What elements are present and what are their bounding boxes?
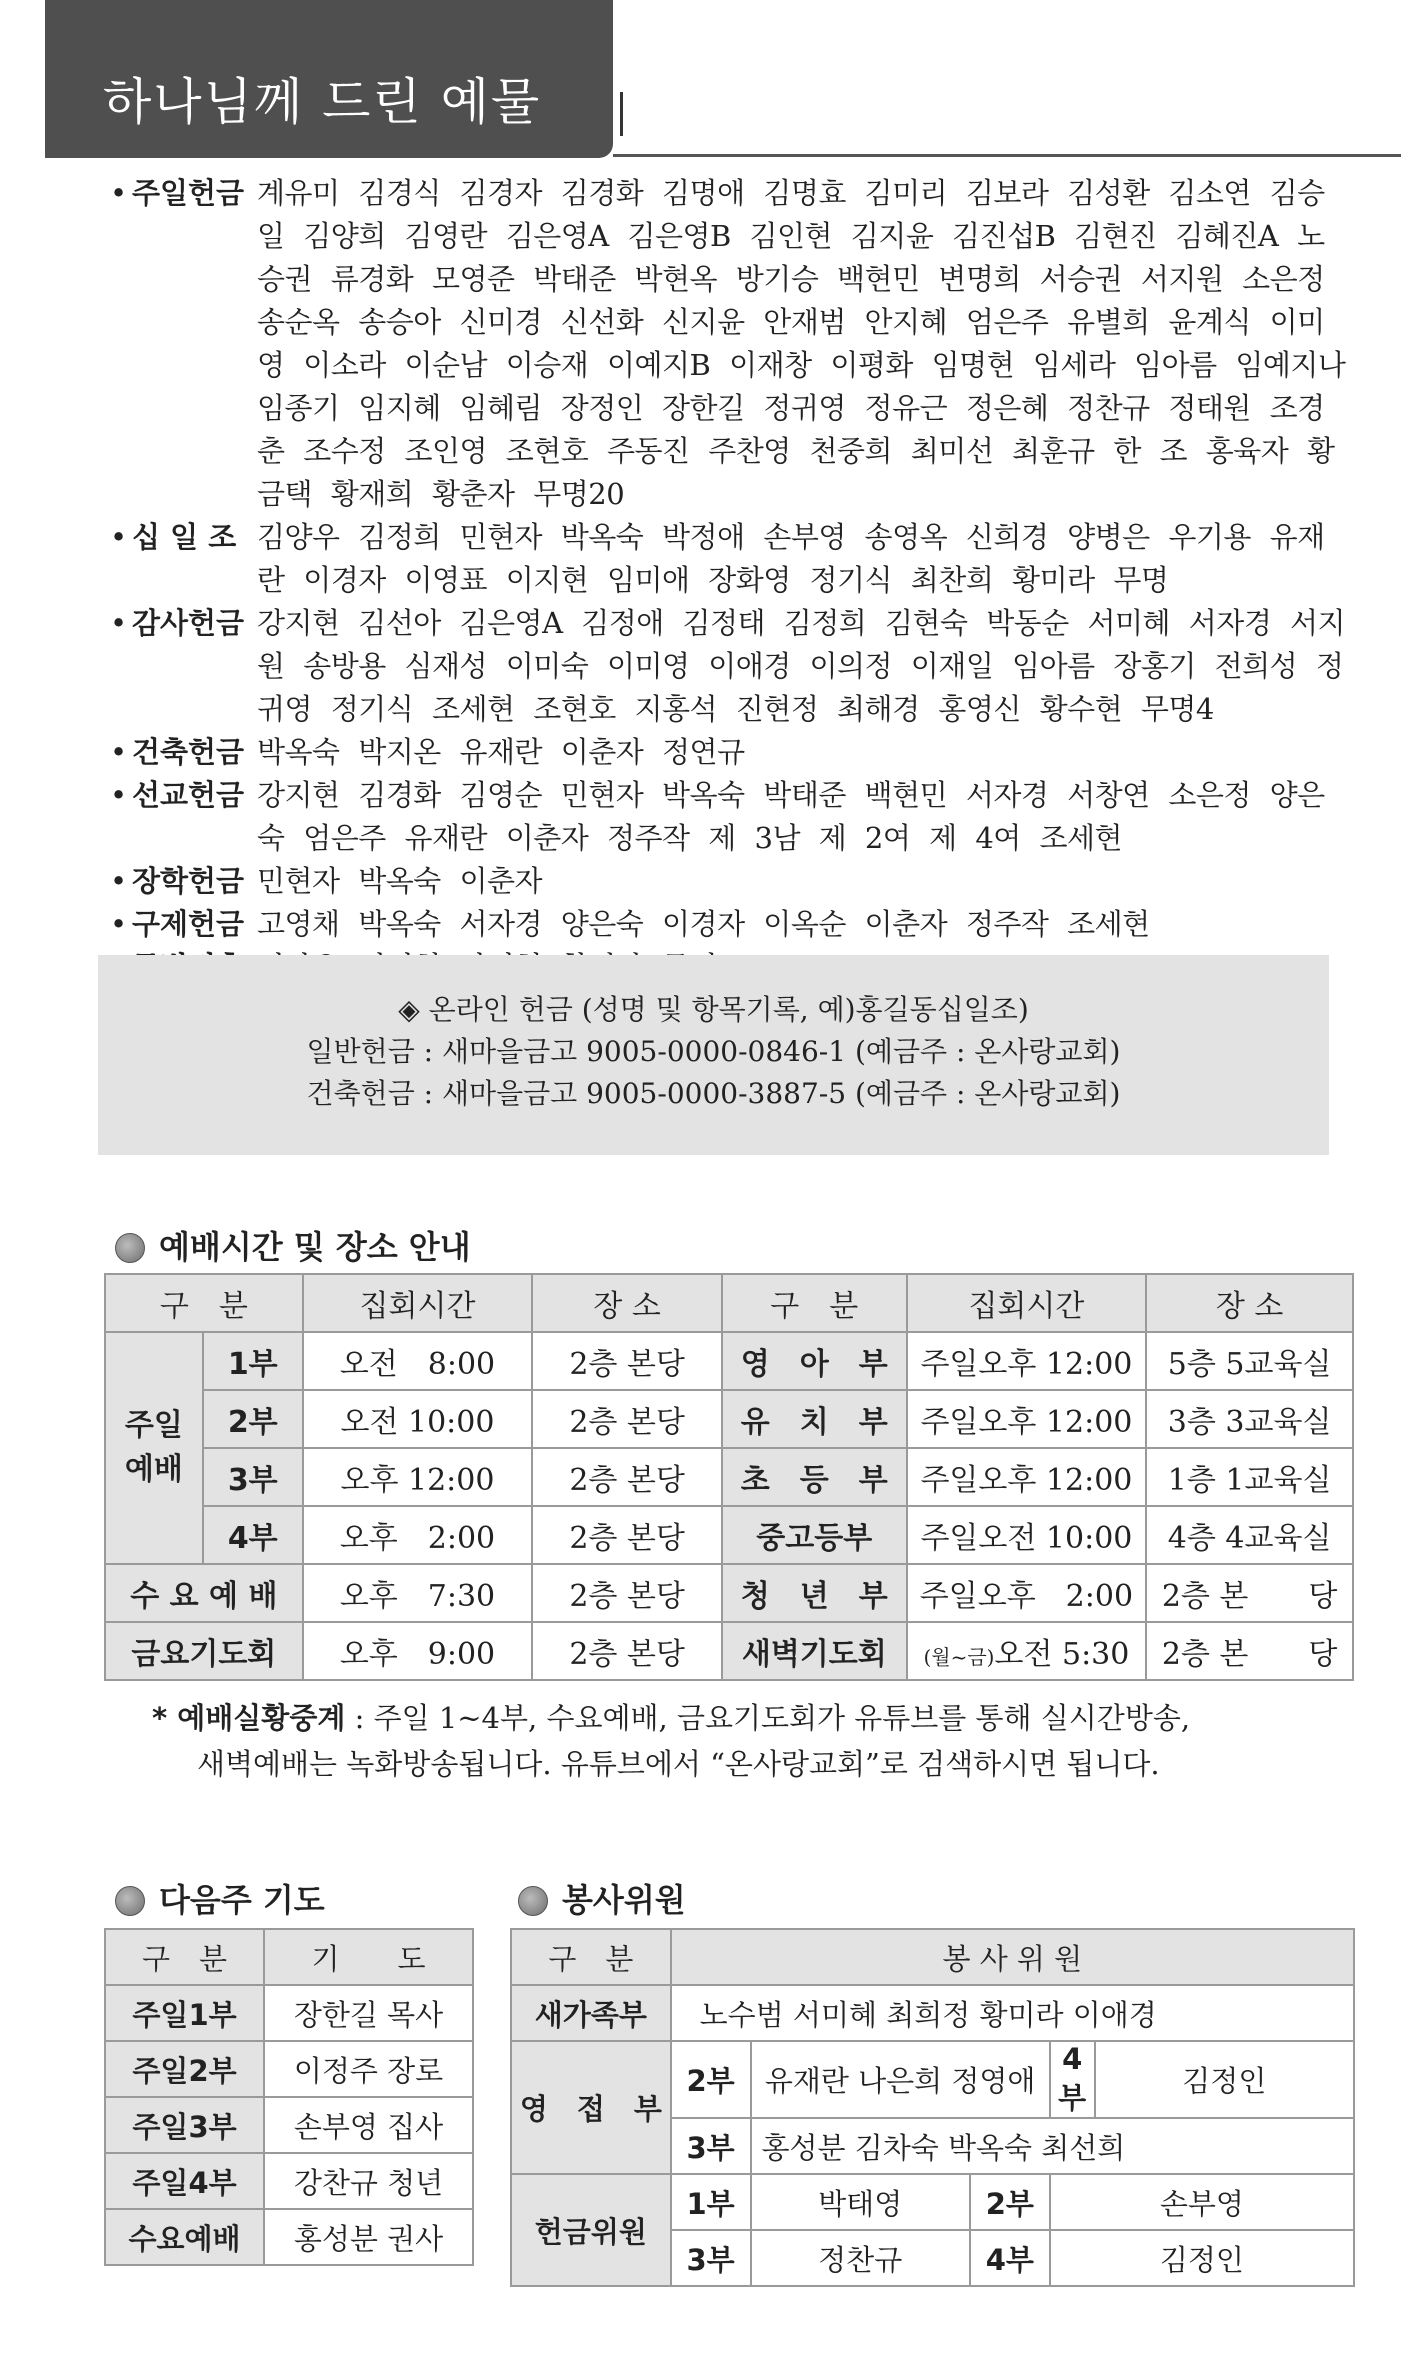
table-cell: 주일1부 [105, 1985, 264, 2041]
offering-list [110, 172, 1350, 989]
bullet-icon: • [110, 176, 128, 210]
table-cell: 장한길 목사 [264, 1985, 473, 2041]
table-cell: 주일2부 [105, 2041, 264, 2097]
table-cell: 오후 2:00 [303, 1506, 533, 1564]
table-cell: 4층 4교육실 [1146, 1506, 1353, 1564]
table-cell: 노수범 서미혜 최희정 황미라 이애경 [671, 1985, 1354, 2041]
table-cell: 김정인 [1050, 2230, 1354, 2286]
offering-row [110, 903, 1350, 946]
table-cell: 주일오후 12:00 [907, 1332, 1147, 1390]
table-cell: 기 도 [264, 1929, 473, 1985]
table-cell: 봉 사 위 원 [671, 1929, 1354, 1985]
table-header-row [105, 1274, 1353, 1332]
prayer-table [104, 1928, 474, 2266]
bullet-icon: • [110, 520, 128, 554]
online-offering-general: 일반헌금 : 새마을금고 9005-0000-0846-1 (예금주 : 온사랑교회) [306, 1035, 1121, 1068]
table-cell: 홍성분 김차숙 박옥숙 최선희 [751, 2118, 1355, 2174]
table-cell: 중고등부 [722, 1506, 907, 1564]
table-cell: 2층 본당 [532, 1622, 722, 1680]
table-cell: 손부영 [1050, 2174, 1354, 2230]
table-row [105, 1622, 1353, 1680]
prayer-section-title: 다음주 기도 [115, 1875, 325, 1921]
online-offering-title: ◈ 온라인 헌금 (성명 및 항목기록, 예)홍길동십일조) [398, 993, 1029, 1026]
table-cell: 김정인 [1095, 2041, 1354, 2118]
table-cell: 주일오후 2:00 [907, 1564, 1147, 1622]
bullet-icon: • [110, 778, 128, 812]
offering-category: 십 일 조 [132, 520, 237, 554]
table-cell: 박태영 [751, 2174, 970, 2230]
worship-schedule-table [104, 1273, 1354, 1681]
online-offering-box [98, 955, 1329, 1155]
table-cell: 주일오전 10:00 [907, 1506, 1147, 1564]
table-cell: 유재란 나은희 정영애 [751, 2041, 1050, 2118]
service-table [510, 1928, 1355, 2287]
online-offering-building: 건축헌금 : 새마을금고 9005-0000-3887-5 (예금주 : 온사랑교회) [306, 1077, 1121, 1110]
bullet-circle-icon [518, 1886, 548, 1916]
offering-row [110, 860, 1350, 903]
table-cell: 2부 [970, 2174, 1050, 2230]
bullet-icon: • [110, 606, 128, 640]
table-cell: 4부 [1050, 2041, 1095, 2118]
table-row [105, 1390, 1353, 1448]
table-cell: 오후 12:00 [303, 1448, 533, 1506]
table-row [105, 1448, 1353, 1506]
table-cell: 청 년 부 [722, 1564, 907, 1622]
table-row [105, 1564, 1353, 1622]
offering-names: 계유미 김경식 김경자 김경화 김명애 김명효 김미리 김보라 김성환 김소연 김승일 김양희 김영란 김은영A 김은영B 김인현 김지윤 김진섭B 김현진 김혜진A 노승권 류경화 모영준 박태준 박현옥 방기승 백현민 변명희 서승권 서지원 소은정 송순옥 송승아 신미경 신선화 신지윤 안재범 안지혜 엄은주 유별희 윤계식 이미영 이소라 이순남 이승재 이예지B 이재창 이평화 임명현 임세라 임아름 임예지나 임종기 임지혜 임혜림 장정인 장한길 정귀영 정유근 정은혜 정찬규 정태원 조경춘 조수정 조인영 조현호 주동진 주찬영 천중희 최미선 최훈규 한 조 홍육자 황금택 황재희 황춘자 무명20 [257, 176, 1346, 511]
table-cell: 오후 9:00 [303, 1622, 533, 1680]
offering-names: 강지현 김경화 김영순 민현자 박옥숙 박태준 백현민 서자경 서창연 소은정 양은숙 엄은주 유재란 이춘자 정주작 제 3남 제 2여 제 4여 조세현 [257, 778, 1325, 855]
table-cell: 새벽기도회 [722, 1622, 907, 1680]
bullet-circle-icon [115, 1886, 145, 1916]
table-row [105, 1985, 473, 2041]
table-cell: 주일3부 [105, 2097, 264, 2153]
table-cell: 정찬규 [751, 2230, 970, 2286]
table-cell: 수요예배 [105, 2209, 264, 2265]
table-cell: 유 치 부 [722, 1390, 907, 1448]
bullet-icon: • [110, 907, 128, 941]
table-cell: 1층 1교육실 [1146, 1448, 1353, 1506]
offering-names: 민현자 박옥숙 이춘자 [257, 864, 543, 898]
table-cell: 손부영 집사 [264, 2097, 473, 2153]
table-cell: 3부 [671, 2118, 751, 2174]
header-cell: 집회시간 [303, 1274, 533, 1332]
table-row [105, 2153, 473, 2209]
header-cell: 구 분 [722, 1274, 907, 1332]
table-cell: 주일4부 [105, 2153, 264, 2209]
table-cell: 오전 8:00 [303, 1332, 533, 1390]
offering-names: 김양우 김정희 민현자 박옥숙 박정애 손부영 송영옥 신희경 양병은 우기용 유재란 이경자 이영표 이지현 임미애 장화영 정기식 최찬희 황미라 무명 [257, 520, 1325, 597]
table-row [511, 2041, 1354, 2118]
sunday-worship-label: 주일 예배 [105, 1332, 203, 1564]
header-cell: 구 분 [105, 1274, 303, 1332]
bullet-icon: • [110, 735, 128, 769]
table-cell: 1부 [671, 2174, 751, 2230]
table-cell: 금요기도회 [105, 1622, 303, 1680]
table-cell: 홍성분 권사 [264, 2209, 473, 2265]
table-cell: 초 등 부 [722, 1448, 907, 1506]
broadcast-note: * 예배실황중계 : 주일 1~4부, 수요예배, 금요기도회가 유튜브를 통해 실시간방송, 새벽예배는 녹화방송됩니다. 유튜브에서 “온사랑교회”로 검색하시면 됩니다. [152, 1701, 1191, 1781]
table-cell: 2층 본당 [532, 1390, 722, 1448]
table-cell: 2층 본당 [532, 1506, 722, 1564]
table-row [105, 1929, 473, 1985]
table-cell: 영 접 부 [511, 2041, 671, 2174]
table-cell: 3부 [203, 1448, 303, 1506]
offering-names: 박옥숙 박지온 유재란 이춘자 정연규 [257, 735, 745, 769]
table-row [105, 2209, 473, 2265]
table-cell: 1부 [203, 1332, 303, 1390]
table-cell: 이정주 장로 [264, 2041, 473, 2097]
table-cell: 오전 10:00 [303, 1390, 533, 1448]
offering-category: 건축헌금 [132, 735, 245, 769]
table-row [511, 1929, 1354, 1985]
header-cell: 장 소 [532, 1274, 722, 1332]
table-cell: 4부 [203, 1506, 303, 1564]
offering-row [110, 731, 1350, 774]
offering-category: 선교헌금 [132, 778, 245, 812]
offering-row [110, 516, 1350, 602]
table-cell: 2부 [203, 1390, 303, 1448]
table-cell: 새가족부 [511, 1985, 671, 2041]
header-divider [620, 92, 623, 136]
header-rule [613, 154, 1401, 157]
table-row [105, 1506, 1353, 1564]
offering-names: 강지현 김선아 김은영A 김정애 김정태 김정희 김현숙 박동순 서미혜 서자경 서지원 송방용 심재성 이미숙 이미영 이애경 이의정 이재일 임아름 장홍기 전희성 정귀영 정기식 조세현 조현호 지홍석 진현정 최해경 홍영신 황수현 무명4 [257, 606, 1346, 726]
table-cell: 2층 본당 [532, 1332, 722, 1390]
header-cell: 집회시간 [907, 1274, 1147, 1332]
table-cell: 2층 본 당 [1146, 1622, 1353, 1680]
table-cell: 2부 [671, 2041, 751, 2118]
bullet-icon: • [110, 864, 128, 898]
offering-category: 장학헌금 [132, 864, 245, 898]
table-row [105, 2041, 473, 2097]
offering-category: 주일헌금 [132, 176, 245, 210]
table-cell: 2층 본당 [532, 1564, 722, 1622]
table-cell: 5층 5교육실 [1146, 1332, 1353, 1390]
bullet-circle-icon [115, 1233, 145, 1263]
offering-names: 고영채 박옥숙 서자경 양은숙 이경자 이옥순 이춘자 정주작 조세현 [257, 907, 1150, 941]
offering-category: 구제헌금 [132, 907, 245, 941]
offering-row [110, 774, 1350, 860]
table-cell: 구 분 [511, 1929, 671, 1985]
offering-category: 감사헌금 [132, 606, 245, 640]
table-cell: 헌금위원 [511, 2174, 671, 2286]
table-cell: 주일오후 12:00 [907, 1448, 1147, 1506]
table-row [511, 1985, 1354, 2041]
table-cell: 2층 본 당 [1146, 1564, 1353, 1622]
table-row [105, 1332, 1353, 1390]
service-section-title: 봉사위원 [518, 1875, 686, 1921]
offering-row [110, 172, 1350, 516]
table-cell: (월~금)오전 5:30 [907, 1622, 1147, 1680]
header-banner [45, 0, 613, 158]
page-title: 하나님께 드린 예물 [103, 73, 542, 131]
table-row [105, 2097, 473, 2153]
table-cell: 구 분 [105, 1929, 264, 1985]
table-cell: 주일오후 12:00 [907, 1390, 1147, 1448]
table-cell: 3부 [671, 2230, 751, 2286]
table-cell: 2층 본당 [532, 1448, 722, 1506]
table-cell: 오후 7:30 [303, 1564, 533, 1622]
table-cell: 영 아 부 [722, 1332, 907, 1390]
table-row [511, 2174, 1354, 2230]
table-cell: 수 요 예 배 [105, 1564, 303, 1622]
offering-row [110, 602, 1350, 731]
table-cell: 3층 3교육실 [1146, 1390, 1353, 1448]
table-cell: 강찬규 청년 [264, 2153, 473, 2209]
header-cell: 장 소 [1146, 1274, 1353, 1332]
worship-section-title: 예배시간 및 장소 안내 [115, 1222, 471, 1268]
table-cell: 4부 [970, 2230, 1050, 2286]
